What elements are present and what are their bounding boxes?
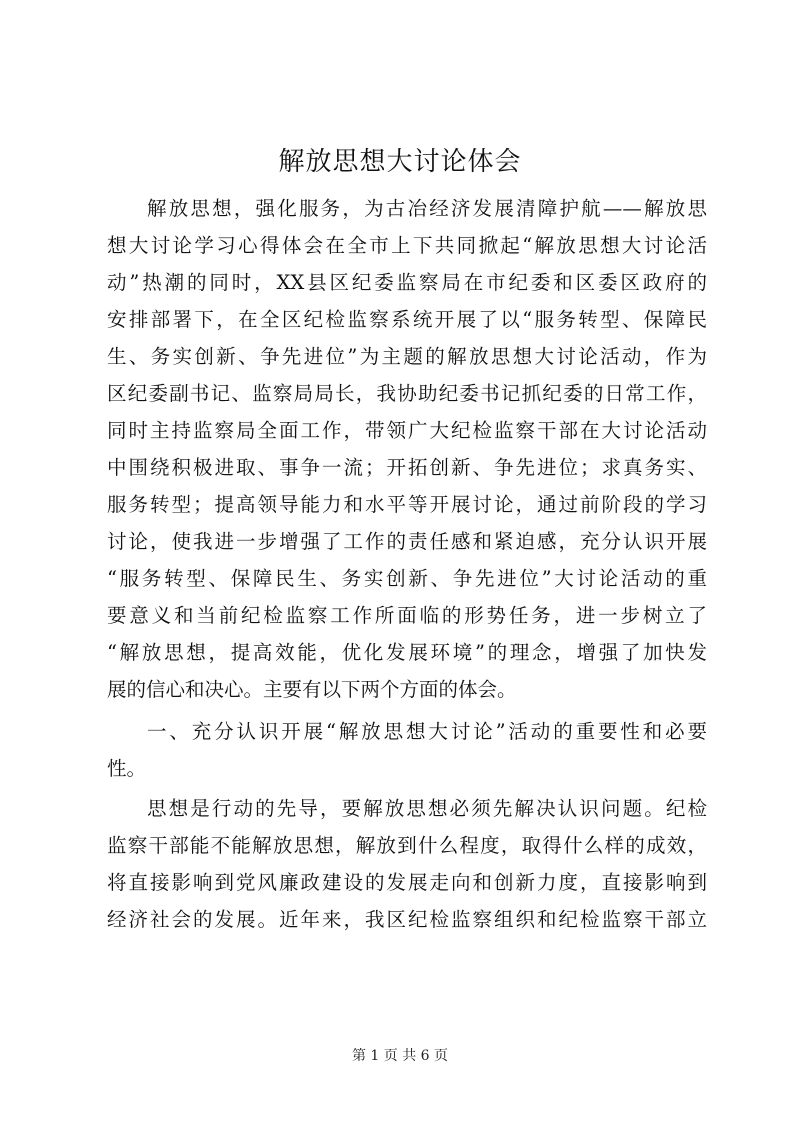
paragraph-line: 区纪委副书记、监察局局长，我协助纪委书记抓纪委的日常工作，: [107, 382, 707, 405]
paragraph-line: 性。: [107, 757, 147, 780]
paragraph-line: “服务转型、保障民生、务实创新、争先进位”大讨论活动的重: [107, 567, 707, 590]
paragraph-line: 经济社会的发展。近年来，我区纪检监察组织和纪检监察干部立: [107, 908, 707, 931]
paragraph-line: 要意义和当前纪检监察工作所面临的形势任务，进一步树立了: [107, 604, 707, 627]
paragraph-line: 监察干部能不能解放思想，解放到什么程度，取得什么样的成效，: [107, 834, 707, 857]
paragraph-3: [107, 790, 707, 938]
paragraph-line: 生、务实创新、争先进位”为主题的解放思想大讨论活动，作为: [107, 345, 707, 368]
paragraph-line: 中围绕积极进取、事争一流；开拓创新、争先进位；求真务实、: [107, 456, 707, 479]
paragraph-line: 动”热潮的同时，XX县区纪委监察局在市纪委和区委区政府的: [107, 271, 707, 294]
paragraph-line: 一、充分认识开展“解放思想大讨论”活动的重要性和必要: [147, 720, 707, 743]
paragraph-line: 思想是行动的先导，要解放思想必须先解决认识问题。纪检: [147, 797, 707, 820]
document-title: 解放思想大讨论体会: [278, 147, 522, 177]
paragraph-line: 同时主持监察局全面工作，带领广大纪检监察干部在大讨论活动: [107, 419, 707, 442]
paragraph-line: “解放思想，提高效能，优化发展环境”的理念，增强了加快发: [107, 641, 707, 664]
paragraph-line: 将直接影响到党风廉政建设的发展走向和创新力度，直接影响到: [107, 871, 707, 894]
paragraph-line: 安排部署下，在全区纪检监察系统开展了以“服务转型、保障民: [107, 308, 707, 331]
paragraph-1: [107, 190, 707, 708]
paragraph-line: 服务转型；提高领导能力和水平等开展讨论，通过前阶段的学习: [107, 493, 707, 516]
paragraph-line: 展的信心和决心。主要有以下两个方面的体会。: [107, 678, 517, 701]
page-number: 第 1 页 共 6 页: [351, 1048, 449, 1064]
paragraph-line: 想大讨论学习心得体会在全市上下共同掀起“解放思想大讨论活: [107, 234, 707, 257]
paragraph-line: 讨论，使我进一步增强了工作的责任感和紧迫感，充分认识开展: [107, 530, 707, 553]
section-heading-1: [107, 713, 707, 787]
paragraph-line: 解放思想，强化服务，为古冶经济发展清障护航——解放思: [147, 197, 707, 220]
